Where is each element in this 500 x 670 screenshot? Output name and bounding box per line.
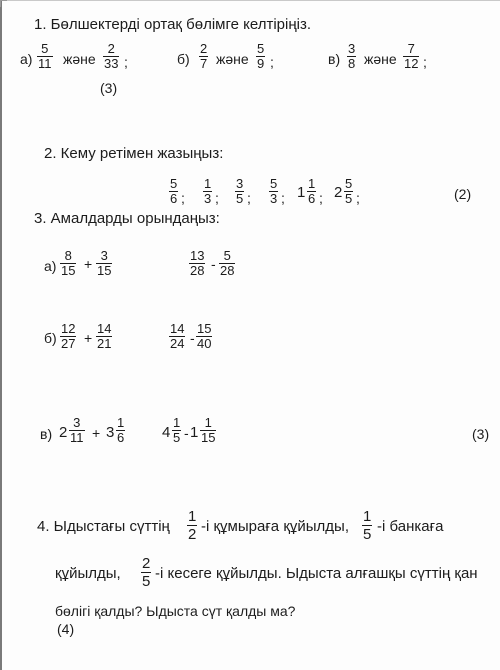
task1-c-sep: ; bbox=[423, 54, 427, 70]
denominator: 8 bbox=[348, 56, 356, 71]
denominator: 15 bbox=[97, 263, 112, 278]
denominator: 9 bbox=[257, 56, 265, 71]
task3-c-operator2: - bbox=[184, 425, 189, 441]
denominator: 5 bbox=[173, 430, 181, 445]
numerator: 14 bbox=[170, 321, 185, 336]
task3-b-fraction3 bbox=[169, 322, 185, 351]
task3-title: 3. Амалдарды орындаңыз: bbox=[34, 210, 220, 227]
task1-points: (3) bbox=[100, 80, 118, 96]
task2-mixed-fraction bbox=[307, 177, 316, 206]
task3-c-operator1: + bbox=[92, 425, 101, 441]
task3-b-operator1: + bbox=[84, 330, 93, 346]
page-top-edge bbox=[0, 0, 500, 1]
task1-b-conj: және bbox=[216, 51, 249, 67]
numerator: 5 bbox=[223, 248, 231, 263]
task4-fraction2 bbox=[362, 508, 372, 543]
task4-line2-end: -і кесеге құйылды. Ыдыста алғашқы сүттің қан bbox=[155, 565, 478, 582]
task3-b-operator2: - bbox=[190, 330, 195, 346]
task1-b-fraction2 bbox=[256, 42, 265, 71]
numerator: 5 bbox=[270, 176, 278, 191]
denominator: 5 bbox=[345, 191, 353, 206]
numerator: 1 bbox=[363, 508, 372, 525]
numerator: 1 bbox=[204, 176, 212, 191]
task2-whole-part: 1 bbox=[297, 184, 306, 201]
task3-c-fraction3 bbox=[172, 416, 181, 445]
task3-a-operator2: - bbox=[211, 256, 216, 272]
task4-line1-mid: -і құмыраға құйылды, bbox=[201, 518, 349, 535]
denominator: 28 bbox=[190, 263, 205, 278]
task3-a-fraction1 bbox=[60, 249, 76, 278]
denominator: 5 bbox=[142, 573, 151, 590]
task3-c-label: в) bbox=[40, 426, 53, 442]
numerator: 3 bbox=[236, 176, 244, 191]
denominator: 6 bbox=[170, 191, 178, 206]
denominator: 28 bbox=[220, 263, 235, 278]
task1-a-sep: ; bbox=[124, 54, 128, 70]
task1-b-sep: ; bbox=[270, 54, 274, 70]
task2-points: (2) bbox=[454, 186, 472, 202]
denominator: 15 bbox=[61, 263, 76, 278]
denominator: 33 bbox=[104, 56, 119, 71]
task3-a-operator1: + bbox=[84, 256, 93, 272]
numerator: 2 bbox=[200, 41, 208, 56]
task3-b-label: б) bbox=[44, 330, 57, 346]
crop-corner bbox=[0, 0, 7, 7]
task4-fraction3 bbox=[141, 555, 151, 590]
task1-c-fraction2 bbox=[403, 42, 419, 71]
numerator: 14 bbox=[97, 321, 112, 336]
denominator: 24 bbox=[170, 336, 185, 351]
task3-c-whole1: 2 bbox=[59, 424, 68, 441]
numerator: 2 bbox=[107, 41, 115, 56]
task1-b-label: б) bbox=[177, 51, 190, 67]
task4-line1-end: -і банкаға bbox=[377, 518, 444, 535]
denominator: 6 bbox=[308, 191, 316, 206]
numerator: 7 bbox=[407, 41, 415, 56]
task2-mixed-fraction bbox=[344, 177, 353, 206]
task2-sep: ; bbox=[319, 190, 323, 206]
denominator: 5 bbox=[363, 526, 372, 543]
task2-sep: ; bbox=[281, 190, 285, 206]
task2-title: 2. Кему ретімен жазыңыз: bbox=[44, 145, 224, 162]
numerator: 5 bbox=[345, 176, 353, 191]
denominator: 2 bbox=[188, 526, 197, 543]
numerator: 3 bbox=[348, 41, 356, 56]
task1-c-conj: және bbox=[364, 51, 397, 67]
task3-b-fraction1 bbox=[60, 322, 76, 351]
numerator: 3 bbox=[73, 415, 81, 430]
task2-fraction bbox=[169, 177, 178, 206]
numerator: 1 bbox=[188, 508, 197, 525]
task3-a-fraction2 bbox=[96, 249, 112, 278]
numerator: 15 bbox=[197, 321, 212, 336]
task3-b-fraction4 bbox=[196, 322, 212, 351]
task3-a-label: а) bbox=[44, 258, 57, 274]
denominator: 5 bbox=[236, 191, 244, 206]
task1-title: 1. Бөлшектерді ортақ бөлімге келтіріңіз. bbox=[34, 16, 311, 33]
task2-fraction bbox=[235, 177, 244, 206]
denominator: 27 bbox=[61, 336, 76, 351]
page-left-edge bbox=[0, 0, 2, 670]
task1-c-fraction1 bbox=[347, 42, 356, 71]
task1-c-label: в) bbox=[328, 51, 341, 67]
task1-a-label: а) bbox=[20, 51, 33, 67]
task1-b-fraction1 bbox=[199, 42, 208, 71]
task1-a-conj: және bbox=[63, 51, 96, 67]
numerator: 5 bbox=[41, 41, 49, 56]
task3-c-whole4: 1 bbox=[190, 424, 199, 441]
task3-a-fraction4 bbox=[219, 249, 235, 278]
numerator: 3 bbox=[100, 248, 108, 263]
task2-fraction bbox=[269, 177, 278, 206]
task3-a-fraction3 bbox=[189, 249, 205, 278]
task4-fraction1 bbox=[187, 508, 197, 543]
denominator: 11 bbox=[38, 56, 52, 71]
numerator: 5 bbox=[170, 176, 178, 191]
task2-sep: ; bbox=[247, 190, 251, 206]
task3-c-whole2: 3 bbox=[106, 424, 115, 441]
denominator: 12 bbox=[404, 56, 419, 71]
task2-sep: ; bbox=[215, 190, 219, 206]
numerator: 12 bbox=[61, 321, 76, 336]
denominator: 6 bbox=[117, 430, 125, 445]
task3-c-fraction1 bbox=[69, 416, 85, 445]
numerator: 2 bbox=[142, 555, 151, 572]
task1-a-fraction1 bbox=[37, 42, 53, 71]
numerator: 1 bbox=[204, 415, 212, 430]
denominator: 40 bbox=[197, 336, 212, 351]
task3-b-fraction2 bbox=[96, 322, 112, 351]
task4-line3: бөлігі қалды? Ыдыста сүт қалды ма? bbox=[55, 603, 296, 619]
task3-c-whole3: 4 bbox=[162, 424, 171, 441]
numerator: 1 bbox=[308, 176, 316, 191]
numerator: 13 bbox=[190, 248, 205, 263]
task2-whole-part: 2 bbox=[334, 184, 343, 201]
denominator: 7 bbox=[200, 56, 208, 71]
task2-sep: ; bbox=[181, 190, 185, 206]
denominator: 3 bbox=[204, 191, 212, 206]
numerator: 5 bbox=[257, 41, 265, 56]
task3-c-fraction4 bbox=[200, 416, 216, 445]
task2-fraction bbox=[203, 177, 212, 206]
task3-points: (3) bbox=[472, 426, 490, 442]
denominator: 15 bbox=[201, 430, 216, 445]
task1-a-fraction2 bbox=[103, 42, 119, 71]
denominator: 21 bbox=[97, 336, 112, 351]
numerator: 1 bbox=[173, 415, 181, 430]
task4-points: (4) bbox=[57, 621, 75, 637]
task3-c-fraction2 bbox=[116, 416, 125, 445]
denominator: 11 bbox=[70, 430, 84, 445]
task2-sep: ; bbox=[356, 190, 360, 206]
task4-line1-start: 4. Ыдыстағы сүттің bbox=[37, 518, 170, 535]
numerator: 1 bbox=[117, 415, 125, 430]
numerator: 8 bbox=[64, 248, 72, 263]
task4-line2-start: құйылды, bbox=[55, 565, 121, 582]
denominator: 3 bbox=[270, 191, 278, 206]
